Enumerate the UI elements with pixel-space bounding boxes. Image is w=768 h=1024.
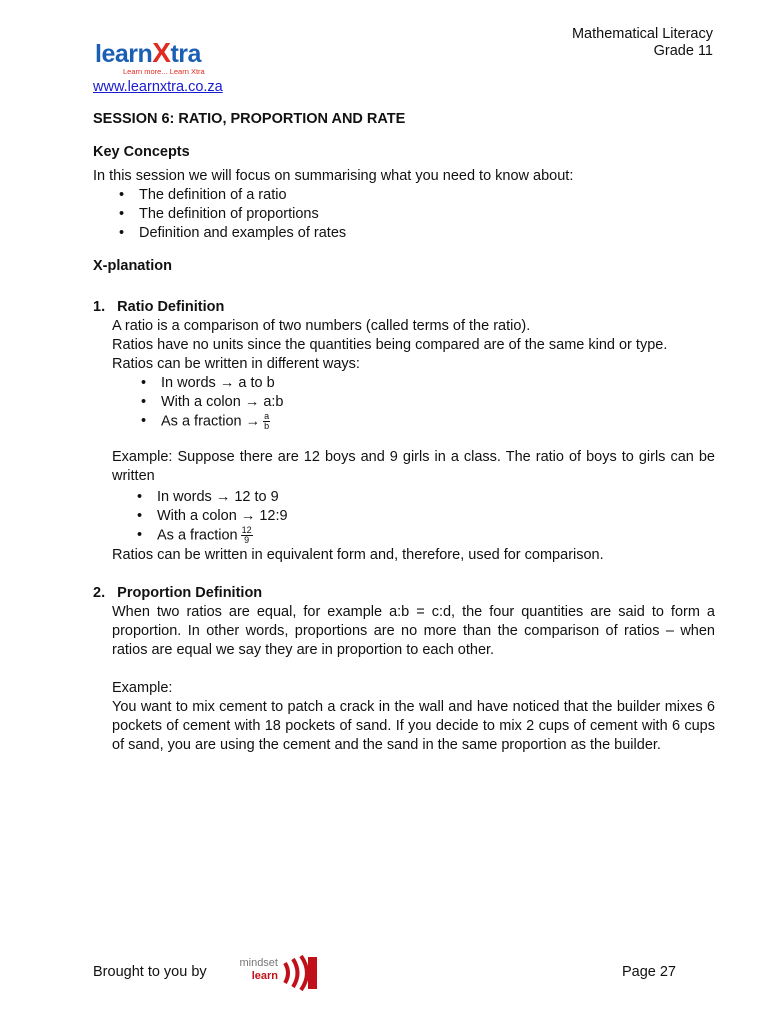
learn-wordmark: learn	[251, 970, 278, 982]
ratio-ways-list	[161, 374, 715, 431]
ratio-definition-body	[112, 317, 715, 565]
xplanation-heading: X-planation	[93, 258, 172, 274]
ratio-line-2: Ratios have no units since the quantities being compared are of the same kind or type.	[112, 337, 668, 353]
proportion-example-label: Example:	[112, 679, 173, 696]
ratio-line-3: Ratios can be written in different ways:	[112, 356, 360, 372]
ratio-example: Example: Suppose there are 12 boys and 9 girls in a class. The ratio of boys to girls can be written	[112, 449, 715, 485]
list-item: • As a fraction $\frac{12}{9}$	[157, 526, 715, 545]
ratio-line-1: A ratio is a comparison of two numbers (called terms of the ratio).	[112, 318, 531, 334]
logo-tagline: Learn more... Learn Xtra	[123, 67, 205, 76]
list-item: • In words → a to b	[161, 374, 715, 393]
subject-label: Mathematical Literacy	[571, 26, 713, 42]
mindset-wordmark: mindset	[239, 957, 278, 969]
proportion-definition-heading: 2. Proportion Definition	[93, 584, 263, 601]
list-item: • In words → 12 to 9	[157, 488, 715, 507]
key-concepts-list	[139, 186, 715, 243]
fraction-12-over-9: $\frac{12}{9}$	[241, 525, 252, 546]
signal-waves-icon	[281, 955, 321, 991]
learnxtra-logo	[95, 37, 205, 76]
grade-label: Grade 11	[653, 43, 713, 59]
brought-to-you-by: Brought to you by	[93, 964, 207, 980]
ratio-equivalent: Ratios can be written in equivalent form and, therefore, used for comparison.	[112, 546, 604, 563]
proportion-definition-body	[112, 603, 715, 755]
list-item: • The definition of proportions	[139, 205, 715, 224]
ratio-definition-heading: 1. Ratio Definition	[93, 299, 225, 315]
ratio-example-list	[157, 488, 715, 545]
session-title: SESSION 6: RATIO, PROPORTION AND RATE	[93, 111, 406, 127]
key-concepts-heading: Key Concepts	[93, 144, 190, 160]
list-item: • With a colon → a:b	[161, 393, 715, 412]
fraction-a-over-b: $\frac{a}{b}$	[264, 411, 270, 431]
proportion-paragraph: When two ratios are equal, for example a:b = c:d, the four quantities are said to form a proportion. In other words, proportions are no more than the comparison of ratios – when ratios are equal we say they are in proportion to each other.	[112, 603, 715, 658]
document-header	[572, 26, 713, 60]
proportion-example-text: You want to mix cement to patch a crack in the wall and have noticed that the builder mixes 6 pockets of cement with 18 pockets of sand. If you decide to mix 2 cups of cement with 6 cups of sand, you are using the cement and the sand in the same proportion as the builder.	[112, 698, 715, 753]
logo-wordmark: learnXtra	[95, 37, 201, 68]
list-item: • With a colon → 12:9	[157, 507, 715, 526]
list-item: • As a fraction → $\frac{a}{b}$	[161, 412, 715, 431]
page-number: Page 27	[621, 964, 676, 980]
list-item: • The definition of a ratio	[139, 186, 715, 205]
website-link[interactable]: www.learnxtra.co.za	[93, 79, 223, 95]
key-concepts-intro: In this session we will focus on summarising what you need to know about:	[93, 168, 574, 184]
page-content	[93, 108, 715, 755]
list-item: • Definition and examples of rates	[139, 224, 715, 243]
